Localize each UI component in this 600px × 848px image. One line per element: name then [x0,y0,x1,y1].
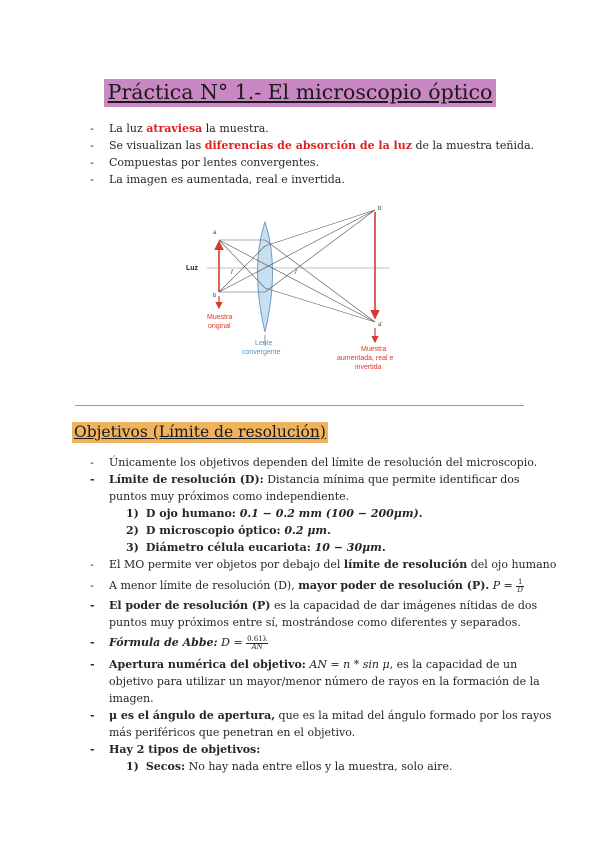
highlight-text: atraviesa [146,122,203,135]
abbe-formula-line [109,635,268,651]
text: es la capacidad de dar imágenes nítidas de dos [270,599,538,612]
label-a-prime: b' [378,206,383,212]
fraction-numerator: 0.61λ [247,634,268,643]
angulo-apertura-line [109,708,551,724]
text: que es la mitad del ángulo formado por los rayos [275,709,552,722]
apertura-numerica-cont-2: imagen. [109,692,154,705]
page-title [0,80,600,104]
muestra-aumentada-line1: Muestra [361,346,387,353]
poder-resolucion-cont: puntos muy próximos entre sí, mostrándose como diferentes y separados. [109,616,521,629]
luz-label: Luz [186,265,199,272]
section-title-text: Objetivos (Límite de resolución) [74,423,326,441]
text: , es la capacidad de un [389,658,518,671]
angulo-apertura-cont: más periféricos que penetran en el objetivo. [109,726,356,739]
math-text: 0.1 − 0.2 mm (100 − 200μm) [239,507,419,520]
fraction-denominator: D [517,585,523,594]
item-number: 1) [126,760,139,773]
bold-text: μ es el ángulo de apertura, [109,709,276,722]
poder-resolucion-line [109,598,537,614]
light-rays [219,210,375,322]
text: El MO permite ver objetos por debajo del [109,558,344,571]
bullet-dash: - [90,658,95,671]
lente-label-line2: convergente [242,349,281,356]
text: No hay nada entre ellos y la muestra, solo aire. [185,760,453,773]
bullet-dash: - [90,456,94,469]
text: Distancia mínima que permite identificar dos [263,473,520,486]
muestra-aumentada-line2: aumentada, real e [337,355,394,362]
bullet-dash: - [90,473,95,486]
bullet-dash: - [90,579,94,592]
math-text: P = [489,579,517,592]
apertura-numerica-line [109,657,517,673]
text: . [418,507,423,520]
label-b: b [213,293,217,299]
limite-resolucion-line [109,472,520,488]
focal-label-right: f [295,270,297,276]
objetivos-line-1: Únicamente los objetivos dependen del límite de resolución del microscopio. [109,456,538,469]
text: de la muestra teñida. [411,139,535,152]
section-title [72,423,328,441]
bold-text: Diámetro célula eucariota: [145,541,315,554]
bullet-dash: - [90,558,94,571]
math-text: AN = n * sin μ [305,658,390,671]
bullet-dash: - [90,709,95,722]
intro-bullet-4: La imagen es aumentada, real e invertida. [109,173,345,186]
bullet-dash: - [90,122,94,135]
text: . [381,541,386,554]
text: del ojo humano [467,558,557,571]
bold-text: mayor poder de resolución (P). [298,579,490,592]
label-a: a [213,230,217,236]
bold-text: límite de resolución [343,558,468,571]
tipos-objetivos-line: Hay 2 tipos de objetivos: [109,743,261,756]
bullet-dash: - [90,156,94,169]
bold-text: Secos: [145,760,186,773]
bold-text: Fórmula de Abbe: [109,636,218,649]
item-number: 1) [126,507,139,520]
poder-resolucion-formula-line [109,578,524,594]
bullet-dash: - [90,173,94,186]
apertura-numerica-cont-1: objetivo para utilizar un mayor/menor número de rayos en la formación de la [109,675,540,688]
label-b-prime: a' [378,322,383,328]
page-title-text: Práctica N° 1.- El microscopio óptico [104,79,497,107]
bold-text: D ojo humano: [145,507,240,520]
fraction [246,636,268,651]
bold-text: El poder de resolución (P) [109,599,271,612]
bold-text: D microscopio óptico: [145,524,285,537]
muestra-original-line1: Muestra [207,314,233,321]
math-text: D = [217,636,247,649]
fraction [516,579,524,594]
lente-label-line1: Lente [255,340,273,347]
bullet-dash: - [90,636,95,649]
secos-item [126,759,452,775]
muestra-original-line2: original [208,323,231,330]
intro-bullet-1 [109,121,269,137]
text: La luz [109,122,147,135]
numbered-item-1 [126,506,423,522]
text: la muestra. [202,122,269,135]
intro-bullet-2 [109,138,534,154]
bold-text: Límite de resolución (D): [109,473,264,486]
muestra-aumentada-line3: invertida [355,364,382,371]
text: A menor límite de resolución (D), [109,579,299,592]
bullet-dash: - [90,139,94,152]
math-text: 10 − 30μm [314,541,382,554]
text: Se visualizan las [109,139,205,152]
intro-bullet-3: Compuestas por lentes convergentes. [109,156,320,169]
convergent-lens-shape [258,222,273,332]
bullet-dash: - [90,599,95,612]
focal-label-left: f [231,270,233,276]
lens-diagram [185,200,395,385]
mo-line [109,557,556,573]
fraction-numerator: 1 [517,577,523,586]
bold-text: Apertura numérica del objetivo: [109,658,306,671]
limite-resolucion-cont: puntos muy próximos como independiente. [109,490,350,503]
bullet-dash: - [90,743,95,756]
numbered-item-3 [126,540,386,556]
fraction-denominator: AN [251,642,263,651]
numbered-item-2 [126,523,331,539]
item-number: 3) [126,541,139,554]
math-text: 0.2 μm [284,524,328,537]
highlight-text: diferencias de absorción de la luz [204,139,412,152]
item-number: 2) [126,524,139,537]
text: . [327,524,331,537]
section-divider [75,405,524,406]
